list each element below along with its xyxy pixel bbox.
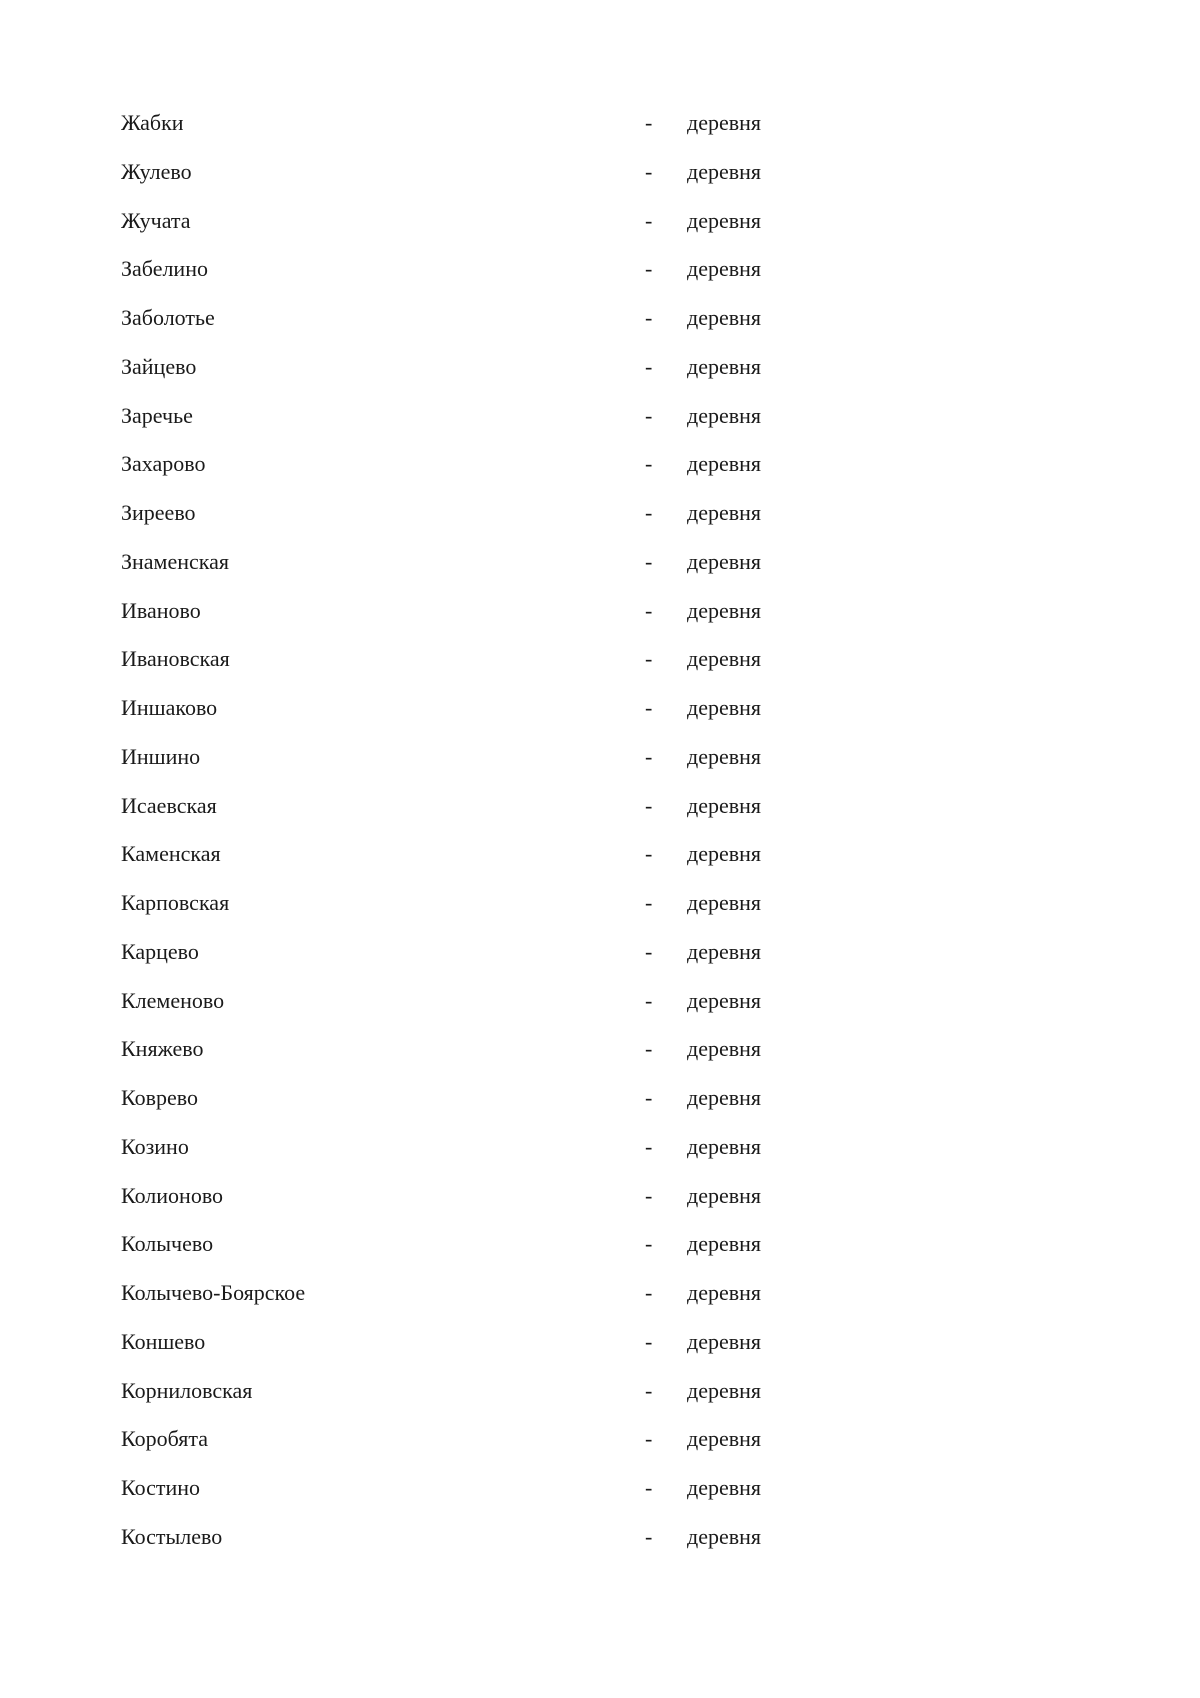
list-item: [121, 1473, 921, 1522]
settlement-name: Коробята: [121, 1426, 208, 1452]
settlement-name: Жулево: [121, 158, 192, 184]
separator-dash: -: [645, 353, 653, 379]
separator-dash: -: [645, 1328, 653, 1354]
settlement-type: деревня: [687, 402, 762, 428]
separator-dash: -: [645, 987, 653, 1013]
settlement-type: деревня: [687, 1182, 762, 1208]
separator-dash: -: [645, 500, 653, 525]
settlement-name: Колионово: [121, 1182, 224, 1208]
settlement-type: деревня: [687, 500, 762, 525]
settlement-type: деревня: [687, 1523, 762, 1549]
settlement-type: деревня: [687, 207, 762, 233]
settlement-name: Костылево: [121, 1523, 223, 1549]
settlement-name: Зайцево: [121, 353, 197, 379]
settlement-type: деревня: [687, 353, 762, 379]
settlement-type: деревня: [687, 1328, 762, 1354]
separator-dash: -: [645, 207, 653, 233]
list-item: [121, 1132, 921, 1181]
settlement-name: Исаевская: [121, 792, 217, 818]
settlement-type: деревня: [687, 158, 762, 184]
list-item: [121, 937, 921, 986]
list-item: [121, 303, 921, 352]
list-item: [121, 449, 921, 498]
separator-dash: -: [645, 158, 653, 184]
settlement-type: деревня: [687, 1280, 762, 1305]
settlement-type: деревня: [687, 890, 762, 915]
settlement-type: деревня: [687, 451, 762, 477]
settlement-type: деревня: [687, 1475, 762, 1500]
settlement-type: деревня: [687, 597, 762, 623]
settlement-name: Клеменово: [121, 987, 225, 1013]
settlement-name: Заречье: [121, 402, 193, 428]
separator-dash: -: [645, 938, 653, 964]
separator-dash: -: [645, 597, 653, 623]
settlement-name: Колычево: [121, 1231, 214, 1257]
settlement-name: Каменская: [121, 841, 221, 867]
settlement-name: Иншино: [121, 743, 201, 769]
settlement-type: деревня: [687, 548, 762, 574]
list-item: [121, 352, 921, 401]
separator-dash: -: [645, 1085, 653, 1110]
list-item: [121, 254, 921, 303]
separator-dash: -: [645, 743, 653, 769]
settlement-type: деревня: [687, 110, 762, 135]
separator-dash: -: [645, 548, 653, 574]
settlement-name: Жучата: [121, 207, 191, 233]
settlement-type: деревня: [687, 1036, 762, 1062]
settlement-type: деревня: [687, 1085, 762, 1110]
settlement-name: Захарово: [121, 451, 206, 477]
separator-dash: -: [645, 1231, 653, 1257]
settlement-type: деревня: [687, 938, 762, 964]
separator-dash: -: [645, 1036, 653, 1062]
settlement-name: Княжево: [121, 1036, 204, 1062]
settlement-type: деревня: [687, 256, 762, 282]
settlement-name: Костино: [121, 1475, 201, 1500]
list-item: [121, 1229, 921, 1278]
list-item: [121, 742, 921, 791]
settlement-name: Забелино: [121, 256, 208, 282]
list-item: [121, 498, 921, 547]
settlement-type: деревня: [687, 743, 762, 769]
separator-dash: -: [645, 451, 653, 477]
settlement-name: Колычево-Боярское: [121, 1280, 306, 1305]
list-item: [121, 693, 921, 742]
list-item: [121, 888, 921, 937]
separator-dash: -: [645, 1182, 653, 1208]
list-item: [121, 1181, 921, 1230]
settlement-name: Жабки: [121, 110, 184, 135]
list-item: [121, 108, 921, 157]
list-item: [121, 157, 921, 206]
settlement-type: деревня: [687, 1426, 762, 1452]
separator-dash: -: [645, 646, 653, 672]
separator-dash: -: [645, 890, 653, 915]
separator-dash: -: [645, 792, 653, 818]
list-item: [121, 547, 921, 596]
separator-dash: -: [645, 305, 653, 330]
settlement-name: Коврево: [121, 1085, 198, 1110]
settlement-name: Иваново: [121, 597, 201, 623]
list-item: [121, 1376, 921, 1425]
separator-dash: -: [645, 1523, 653, 1549]
settlement-list: [121, 108, 921, 1571]
settlement-name: Знаменская: [121, 548, 230, 574]
settlement-name: Ивановская: [121, 646, 230, 672]
separator-dash: -: [645, 402, 653, 428]
list-item: [121, 206, 921, 255]
list-item: [121, 986, 921, 1035]
settlement-type: деревня: [687, 1231, 762, 1257]
list-item: [121, 1278, 921, 1327]
list-item: [121, 791, 921, 840]
settlement-name: Зиреево: [121, 500, 196, 525]
settlement-name: Козино: [121, 1133, 189, 1159]
settlement-type: деревня: [687, 841, 762, 867]
settlement-name: Иншаково: [121, 695, 218, 720]
separator-dash: -: [645, 841, 653, 867]
list-item: [121, 839, 921, 888]
settlement-type: деревня: [687, 695, 762, 720]
settlement-name: Карцево: [121, 938, 199, 964]
list-item: [121, 596, 921, 645]
settlement-type: деревня: [687, 646, 762, 672]
separator-dash: -: [645, 110, 653, 135]
list-item: [121, 644, 921, 693]
settlement-type: деревня: [687, 1133, 762, 1159]
list-item: [121, 1522, 921, 1571]
list-item: [121, 401, 921, 450]
list-item: [121, 1034, 921, 1083]
list-item: [121, 1327, 921, 1376]
list-item: [121, 1424, 921, 1473]
separator-dash: -: [645, 1475, 653, 1500]
settlement-name: Карповская: [121, 890, 230, 915]
settlement-name: Заболотье: [121, 305, 215, 330]
settlement-name: Корниловская: [121, 1377, 253, 1403]
separator-dash: -: [645, 1377, 653, 1403]
list-item: [121, 1083, 921, 1132]
settlement-name: Коншево: [121, 1328, 206, 1354]
settlement-type: деревня: [687, 792, 762, 818]
separator-dash: -: [645, 1280, 653, 1305]
settlement-type: деревня: [687, 1377, 762, 1403]
settlement-type: деревня: [687, 305, 762, 330]
separator-dash: -: [645, 1426, 653, 1452]
settlement-type: деревня: [687, 987, 762, 1013]
separator-dash: -: [645, 1133, 653, 1159]
separator-dash: -: [645, 695, 653, 720]
separator-dash: -: [645, 256, 653, 282]
